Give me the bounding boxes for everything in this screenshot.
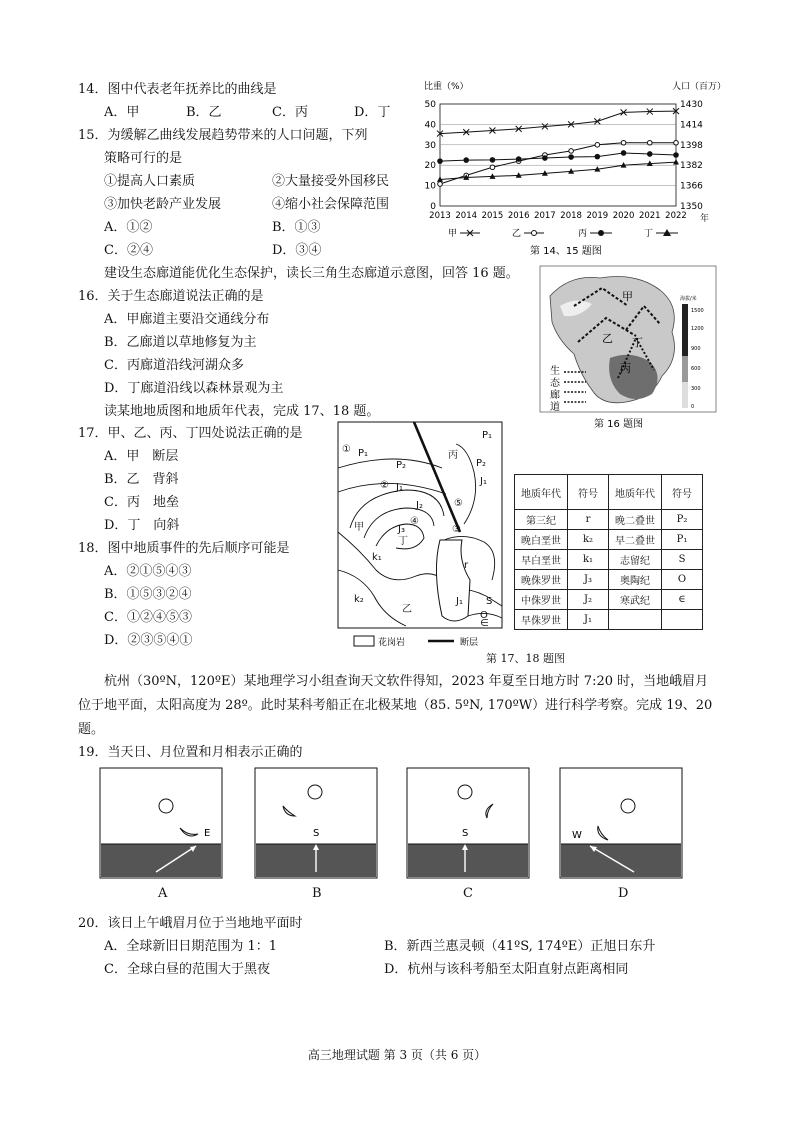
table-row: 晚白垩世 k₂ 早二叠世 P₁ (515, 530, 703, 550)
q19-caption-b: B (312, 886, 322, 901)
svg-text:J₁: J₁ (456, 596, 463, 607)
svg-text:⑤: ⑤ (454, 498, 463, 509)
q15-option-d[interactable]: D．③④ (272, 243, 322, 258)
intro-19-line2: 位于地平面，太阳高度为 28º。此时某科考船正在北极某地（85. 5ºN, 170ºW）进行科学考察。完成 19、20 (78, 698, 713, 713)
svg-text:∈: ∈ (480, 618, 489, 629)
svg-text:P₂: P₂ (396, 460, 407, 471)
q19-panel-c[interactable] (407, 768, 531, 880)
data-point (463, 157, 469, 163)
chart-legend (448, 228, 678, 239)
intro-16: 建设生态廊道能优化生态保护，读长三角生态廊道示意图，回答 16 题。 (104, 266, 519, 281)
y-tick-label: 20 (424, 161, 436, 172)
y-tick-label: 40 (424, 120, 436, 131)
y-tick-label: 30 (424, 140, 436, 151)
series-line-丙 (440, 153, 676, 161)
plot-frame (440, 104, 676, 206)
svg-text:k₂: k₂ (354, 594, 364, 605)
q19-caption-d: D (618, 886, 629, 901)
svg-text:E: E (204, 828, 211, 839)
q18-option-b[interactable]: B．①⑤③②④ (104, 587, 192, 602)
data-point (569, 149, 574, 154)
svg-text:P₁: P₁ (358, 448, 369, 459)
left-axis-label: 比重（%） (424, 82, 469, 92)
q20-option-b[interactable]: B．新西兰惠灵顿（41ºS, 174ºE）正旭日东升 (384, 939, 656, 954)
svg-text:r: r (464, 560, 469, 571)
y2-tick-label: 1398 (680, 140, 703, 151)
q20-option-d[interactable]: D．杭州与该科考船至太阳直射点距离相同 (384, 962, 629, 977)
svg-text:②: ② (380, 480, 389, 491)
intro-19-line1: 杭州（30ºN，120ºE）某地理学习小组查询天文软件得知，2023 年夏至日地方时 7:20 时，当地峨眉月 (104, 674, 709, 689)
q17-option-a[interactable]: A．甲 断层 (104, 449, 179, 464)
q16-option-a[interactable]: A．甲廊道主要沿交通线分布 (104, 312, 270, 327)
page-footer: 高三地理试题 第 3 页（共 6 页） (307, 1048, 487, 1062)
q20-stem: 20．该日上午峨眉月位于当地地平面时 (78, 916, 303, 931)
data-point (595, 143, 600, 148)
y2-tick-label: 1430 (680, 100, 703, 110)
svg-text:P₁: P₁ (482, 430, 493, 441)
svg-text:P₂: P₂ (476, 458, 487, 469)
svg-text:J₂: J₂ (416, 500, 423, 511)
q15-option-a[interactable]: A．①② (104, 220, 153, 235)
table-row: 晚侏罗世 J₃ 奥陶纪 O (515, 570, 703, 590)
svg-text:乙: 乙 (402, 604, 412, 615)
data-point (516, 156, 522, 162)
svg-text:1500: 1500 (691, 308, 704, 314)
svg-text:W: W (572, 830, 582, 841)
svg-text:0: 0 (691, 404, 695, 410)
q19-panel-a[interactable] (100, 768, 224, 880)
series-line-丁 (440, 162, 676, 179)
svg-text:J₁: J₁ (396, 482, 403, 493)
chart-series (437, 108, 679, 186)
map-label-jia: 甲 (622, 290, 633, 303)
table-row: 早侏罗世 J₁ (515, 610, 703, 630)
x-tick-label: 2017 (534, 211, 556, 221)
x-tick-label: 2014 (455, 211, 478, 221)
sun-icon (458, 785, 472, 799)
q15-item-1: ①提高人口素质 (104, 174, 196, 189)
x-tick-label: 2021 (638, 211, 661, 221)
svg-text:③: ③ (452, 524, 461, 535)
data-point (621, 150, 627, 156)
svg-text:①: ① (342, 444, 351, 455)
q16-option-b[interactable]: B．乙廊道以草地修复为主 (104, 335, 257, 350)
map-label-bing: 丙 (620, 362, 631, 375)
q15-stem-line1: 15．为缓解乙曲线发展趋势带来的人口问题，下列 (78, 128, 368, 143)
svg-text:丁: 丁 (398, 536, 408, 547)
q20-option-a[interactable]: A．全球新旧日期范围为 1：1 (104, 939, 278, 954)
q19-caption-c: C (463, 886, 473, 901)
legend-bing-marker (598, 230, 604, 236)
svg-text:甲: 甲 (354, 522, 364, 533)
svg-text:k₁: k₁ (372, 552, 382, 563)
x-tick-label: 2013 (429, 211, 451, 221)
map-label-ding: 丁 (632, 336, 643, 349)
q19-panel-b[interactable] (255, 768, 379, 880)
q14-option-c[interactable]: C．丙 (272, 105, 308, 120)
x-tick-label: 2016 (507, 211, 530, 221)
svg-text:丙: 丙 (448, 450, 458, 461)
fig1415-caption: 第 14、15 题图 (530, 246, 602, 257)
q15-option-b[interactable]: B．①③ (272, 220, 321, 235)
y-tick-label: 0 (430, 202, 436, 212)
q14-option-b[interactable]: B．乙 (186, 105, 222, 120)
sun-icon (159, 799, 173, 813)
svg-text:J₁: J₁ (480, 476, 487, 487)
y-tick-label: 50 (424, 100, 436, 110)
svg-text:1200: 1200 (691, 326, 704, 332)
fault-legend-label: 断层 (460, 638, 479, 648)
intro-17: 读某地地质图和地质年代表，完成 17、18 题。 (104, 404, 380, 419)
legend-yi-marker (532, 231, 537, 236)
table-row: 第三纪 r 晚二叠世 P₂ (515, 510, 703, 530)
legend-yi-label: 乙 (512, 229, 522, 239)
chart-grid (440, 104, 676, 206)
geologic-time-table (514, 474, 703, 630)
geology-map (336, 420, 516, 660)
granite-legend-label: 花岗岩 (378, 638, 406, 648)
map-legend-char-3: 廊 (550, 390, 560, 401)
y2-tick-label: 1366 (680, 181, 703, 192)
q19-panel-d[interactable] (560, 768, 684, 880)
svg-text:900: 900 (691, 346, 701, 352)
data-point (673, 159, 679, 165)
q17-option-c[interactable]: C．丙 地垒 (104, 495, 179, 510)
svg-text:S: S (462, 828, 469, 839)
q14-option-d[interactable]: D．丁 (354, 105, 391, 120)
q15-item-4: ④缩小社会保障范围 (272, 197, 390, 212)
data-point (674, 140, 679, 145)
data-point (490, 157, 496, 163)
map-legend-char-1: 生 (550, 366, 560, 377)
x-tick-label: 2019 (586, 211, 609, 221)
data-point (438, 182, 443, 187)
x-tick-label: 2022 (665, 211, 687, 221)
data-point (647, 140, 652, 145)
fig16-caption: 第 16 题图 (594, 419, 644, 430)
elevation-scale-title: 海拔/米 (680, 296, 697, 302)
table-header: 地质年代 符号 地质年代 符号 (515, 475, 703, 510)
svg-text:O: O (480, 610, 488, 621)
q18-option-a[interactable]: A．②①⑤④③ (104, 564, 192, 579)
sun-icon (308, 785, 322, 799)
table-row: 中侏罗世 J₂ 寒武纪 ∈ (515, 590, 703, 610)
y2-tick-label: 1350 (680, 202, 703, 212)
granite-legend-swatch (354, 636, 374, 646)
q18-stem: 18．图中地质事件的先后顺序可能是 (78, 541, 290, 556)
svg-text:300: 300 (691, 386, 701, 392)
map-label-yi: 乙 (602, 332, 613, 345)
data-point (568, 154, 574, 160)
data-point (542, 155, 548, 161)
map-legend-char-2: 态 (550, 378, 560, 389)
q14-option-a[interactable]: A．甲 (104, 105, 140, 120)
svg-text:600: 600 (691, 366, 701, 372)
data-point (437, 158, 443, 164)
data-point (490, 165, 495, 170)
y-tick-label: 10 (424, 181, 436, 192)
y2-tick-label: 1414 (680, 120, 703, 131)
svg-text:S: S (486, 596, 493, 607)
svg-text:S: S (313, 828, 320, 839)
q17-option-b[interactable]: B．乙 背斜 (104, 472, 179, 487)
population-chart (418, 72, 727, 262)
fig1718-caption: 第 17、18 题图 (486, 652, 565, 665)
q15-item-2: ②大量接受外国移民 (272, 174, 390, 189)
q16-option-d[interactable]: D．丁廊道沿线以森林景观为主 (104, 381, 284, 396)
q17-stem: 17．甲、乙、丙、丁四处说法正确的是 (78, 426, 303, 441)
right-axis-label: 人口（百万） (672, 82, 727, 92)
data-point (647, 151, 653, 157)
q16-option-c[interactable]: C．丙廊道沿线河湖众多 (104, 358, 244, 373)
svg-text:J₃: J₃ (398, 524, 405, 535)
q19-stem: 19．当天日、月位置和月相表示正确的 (78, 745, 303, 760)
q20-option-c[interactable]: C．全球白昼的范围大于黑夜 (104, 962, 270, 977)
map-legend-char-4: 道 (550, 402, 560, 413)
table-row: 早白垩世 k₁ 志留纪 S (515, 550, 703, 570)
data-point (621, 140, 626, 145)
q15-option-c[interactable]: C．②④ (104, 243, 153, 258)
data-point (673, 152, 679, 158)
intro-19-line3: 题。 (78, 722, 105, 737)
x-tick-label: 2020 (612, 211, 635, 221)
x-tick-label: 2018 (560, 211, 582, 221)
sun-icon (621, 799, 635, 813)
q16-stem: 16．关于生态廊道说法正确的是 (78, 289, 264, 304)
corridor-map (540, 266, 720, 432)
q14-stem: 14．图中代表老年抚养比的曲线是 (78, 82, 277, 97)
data-point (595, 154, 601, 160)
legend-ding-label: 丁 (644, 229, 654, 239)
legend-jia-label: 甲 (448, 229, 458, 239)
q18-option-c[interactable]: C．①②④⑤③ (104, 610, 192, 625)
series-line-甲 (440, 111, 676, 133)
q17-option-d[interactable]: D．丁 向斜 (104, 518, 180, 533)
q19-caption-a: A (158, 886, 168, 901)
legend-bing-label: 丙 (578, 229, 588, 239)
q18-option-d[interactable]: D．②③⑤④① (104, 633, 193, 648)
q15-item-3: ③加快老龄产业发展 (104, 197, 222, 212)
svg-text:④: ④ (410, 516, 419, 527)
y2-tick-label: 1382 (680, 161, 703, 172)
x-tick-label: 2015 (481, 211, 504, 221)
q15-stem-line2: 策略可行的是 (104, 151, 183, 166)
series-line-乙 (440, 143, 676, 184)
x-axis-label: 年 (700, 214, 710, 224)
